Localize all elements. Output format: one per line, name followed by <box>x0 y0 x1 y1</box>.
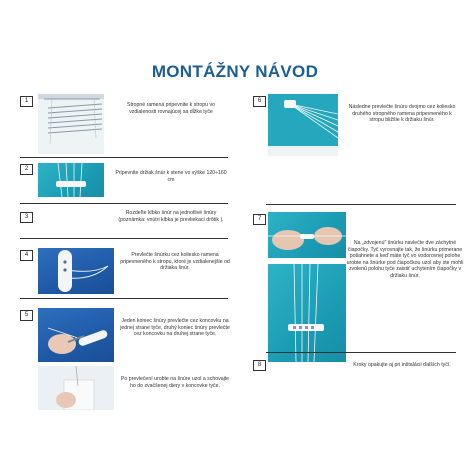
step-3-divider <box>20 238 228 239</box>
step-5-photo-b <box>38 366 114 410</box>
step-6-divider <box>266 204 456 205</box>
step-3-text: Rozdeľte klbko šnúr na jednotlivé šnúry (poznámka: vnútri klbka je prevliekací drôtik ). <box>118 210 224 223</box>
step-5-number: 5 <box>20 310 33 321</box>
page-title: MONTÁŽNY NÁVOD <box>151 62 319 81</box>
step-4-photo <box>38 248 114 294</box>
step-5-photo-a <box>38 308 114 362</box>
step-7-photo-a <box>268 212 346 258</box>
step-5-text-2: Po prevlečení urobte na šnúre uzol a schovajte ho do zvačšenej diery v koncovke tyče. <box>120 376 230 389</box>
step-6-text: Následne prevlečte šnúru dvojmo cez koliesko druhého stropného ramena pripevneného k stropu bližšie k držiaku šnúr. <box>348 104 456 124</box>
step-6-number: 6 <box>253 96 266 107</box>
step-1-divider <box>20 157 228 158</box>
step-1-photo <box>38 94 104 154</box>
step-2-photo <box>38 163 104 197</box>
step-3-number: 3 <box>20 212 33 223</box>
step-1-number: 1 <box>20 96 33 107</box>
step-7-divider <box>266 352 456 353</box>
step-8-text: Kroky opakujte aj pri inštalácii ďalších tyčí. <box>353 362 451 368</box>
step-2-divider <box>20 203 228 204</box>
step-2-number: 2 <box>20 164 33 175</box>
step-7-photo-b <box>268 264 346 362</box>
step-4-divider <box>20 298 228 299</box>
step-2-text: Pripevnite držiak šnúr k stene vo výške 120÷160 cm <box>115 170 227 183</box>
step-6-photo <box>268 94 338 156</box>
step-7-number: 7 <box>253 214 266 225</box>
step-4-text: Prevlečte šnúrku cez koliesko ramena pripevneného k stropu, ktoré je vzdialenejšie od držiaka šnúr. <box>120 252 230 272</box>
step-4-number: 4 <box>20 250 33 261</box>
step-8-number: 8 <box>253 360 266 371</box>
step-5-text: Jeden koniec šnúry prevlečte cez koncovku na jednej strane tyče, druhý koniec šnúry prevlečte cez koncovku na druhej strane tyče. <box>120 318 230 338</box>
step-1-text: Stropné ramená pripevnite k stropu vo vzdialenosti rovnajúcej sa dĺžke tyče <box>127 102 215 115</box>
step-7-text: Na „zdvojenú" šnúrku navlečte dve záchytné čiapočky. Tyč vyrovnajte tak, že šnúrku primerane potiahnete a keď máte tyč vo vodorovnej polohe urobte na šnúrke pod čiapočkou uzol aby ste mohli zvolenú polohu tyče zaistiť uchytením čiapočky v držiaku šnúr. <box>346 240 464 279</box>
